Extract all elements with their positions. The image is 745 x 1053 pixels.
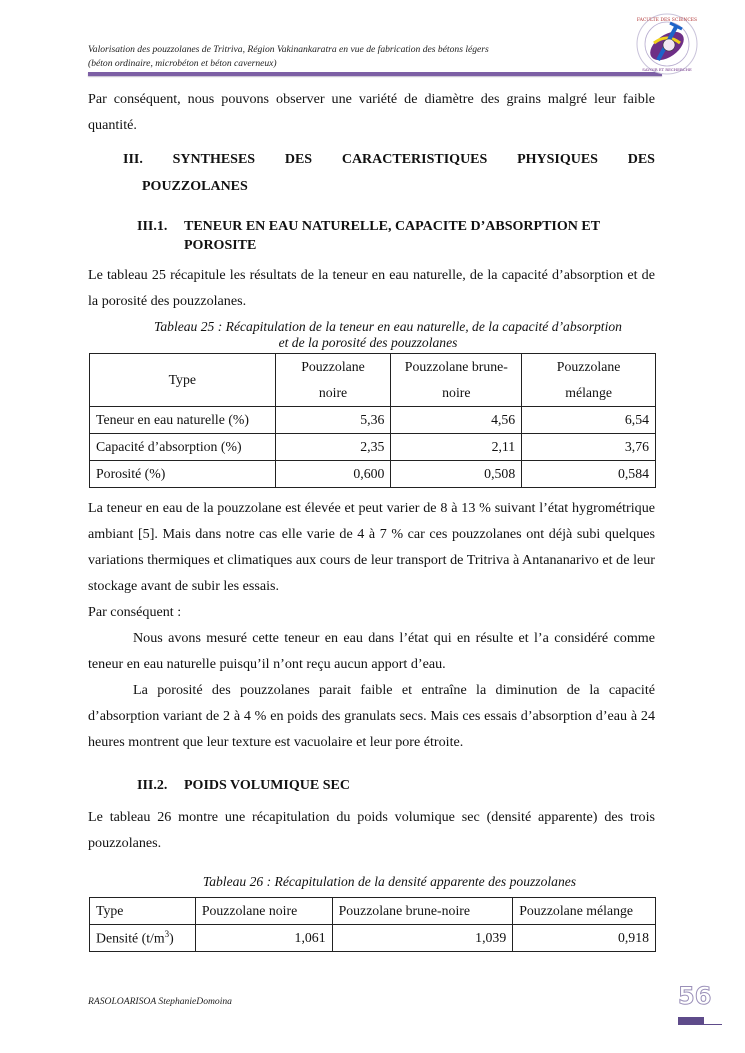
paragraph-par-consequent: Par conséquent :: [88, 604, 182, 620]
header-pouzzolane-melange: Pouzzolane mélange: [522, 354, 656, 407]
table-26-caption: Tableau 26 : Récapitulation de la densité apparente des pouzzolanes: [202, 874, 577, 889]
section-3-2-heading: POIDS VOLUMIQUE SEC: [184, 778, 350, 793]
table-row: Capacité d’absorption (%) 2,35 2,11 3,76: [90, 434, 656, 461]
svg-text:SAVOIR ET RECHERCHE: SAVOIR ET RECHERCHE: [642, 67, 692, 72]
table-header-row: [90, 354, 656, 407]
table-row: Porosité (%) 0,600 0,508 0,584: [90, 461, 656, 488]
university-logo-icon: [636, 13, 698, 75]
table-25-caption: Tableau 25 : Récapitulation de la teneur en eau naturelle, de la capacité d’absorption et de la porosité des pouzzolanes: [154, 319, 622, 350]
paragraph-teneur: La teneur en eau de la pouzzolane est élevée et peut varier de 8 à 13 % suivant l’état hygrométrique ambiant [5]. Mais dans notre cas elle varie de 4 à 7 % car ces pouzzolanes ont déjà subi quelques variations thermiques et climatiques aux cours de leur transport de Tritriva à Antananarivo et de leur stockage avant de subir les essais.: [88, 500, 655, 594]
header-title-line2: (béton ordinaire, microbéton et béton caverneux): [88, 58, 277, 69]
header-type: Type: [90, 354, 276, 407]
page-number-bar: [678, 1017, 704, 1025]
table-header-row: Type Pouzzolane noire Pouzzolane brune-noire Pouzzolane mélange: [90, 898, 656, 925]
table-26: [89, 897, 656, 952]
table-25: [89, 353, 656, 488]
section-3-1-number: III.1.: [137, 219, 168, 234]
header-rule: [88, 72, 662, 76]
section-3-heading-line2: POUZZOLANES: [142, 179, 248, 194]
header-pouzzolane-brune-noire: Pouzzolane brune- noire: [391, 354, 522, 407]
density-label: Densité $(t/m^3)$: [90, 925, 196, 952]
table-26-intro: Le tableau 26 montre une récapitulation du poids volumique sec (densité apparente) des trois pouzzolanes.: [88, 809, 655, 851]
page-number-rule: [704, 1024, 722, 1025]
header-title-line1: Valorisation des pouzzolanes de Tritriva, Région Vakinankaratra en vue de fabrication des bétons légers: [88, 44, 489, 55]
section-3-heading: III. SYNTHESES DES CARACTERISTIQUES PHYSIQUES DES: [123, 152, 655, 167]
section-3-2-number: III.2.: [137, 778, 168, 793]
intro-paragraph: Par conséquent, nous pouvons observer une variété de diamètre des grains malgré leur faible quantité.: [88, 91, 655, 133]
page-number: 56: [678, 982, 712, 1010]
svg-text:FACULTE DES SCIENCES: FACULTE DES SCIENCES: [636, 18, 698, 23]
running-header: [88, 43, 489, 71]
header-pouzzolane-noire: Pouzzolane noire: [275, 354, 391, 407]
paragraph-mesure: Nous avons mesuré cette teneur en eau dans l’état qui en résulte et l’a considéré comme teneur en eau naturelle puisqu’il n’ont reçu aucun apport d’eau.: [88, 630, 655, 672]
table-row: Teneur en eau naturelle (%) 5,36 4,56 6,54: [90, 407, 656, 434]
section-3-number: III.: [123, 152, 143, 167]
footer-author: RASOLOARISOA StephanieDomoina: [88, 996, 232, 1007]
table-row: Densité $(t/m^3)$ 1,061 1,039 0,918: [90, 925, 656, 952]
section-3-1-heading: TENEUR EN EAU NATURELLE, CAPACITE D’ABSORPTION ET POROSITE: [184, 219, 601, 253]
table-25-intro: Le tableau 25 récapitule les résultats de la teneur en eau naturelle, de la capacité d’absorption et de la porosité des pouzzolanes.: [88, 267, 655, 309]
paragraph-porosite: La porosité des pouzzolanes parait faible et entraîne la diminution de la capacité d’absorption variant de 2 à 4 % en poids des granulats secs. Mais ces essais d’absorption d’eau à 24 heures montrent que leur texture est vacuolaire et leur pore étroite.: [88, 682, 655, 750]
